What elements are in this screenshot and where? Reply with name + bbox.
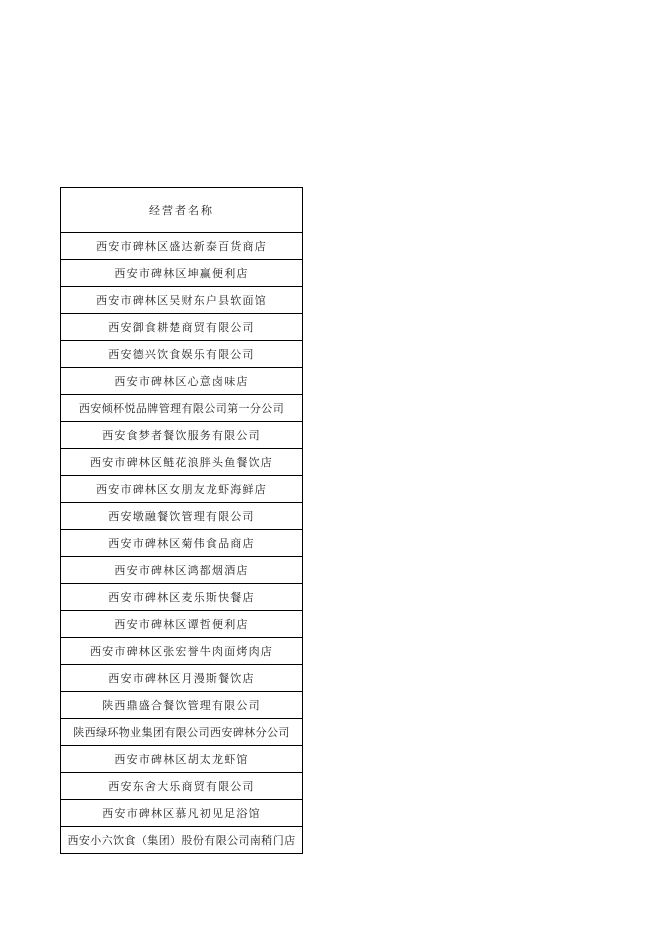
table-row — [61, 800, 303, 827]
table-row — [61, 395, 303, 422]
table-header-row — [61, 188, 303, 233]
table-row — [61, 557, 303, 584]
table-row — [61, 827, 303, 854]
table-cell: 陕西绿环物业集团有限公司西安碑林分公司 — [61, 719, 303, 746]
table-cell: 西安德兴饮食娱乐有限公司 — [61, 341, 303, 368]
table-row — [61, 449, 303, 476]
table-row — [61, 422, 303, 449]
table-row — [61, 584, 303, 611]
column-header-operator-name: 经营者名称 — [61, 188, 303, 233]
table-cell: 西安倾杯悦品牌管理有限公司第一分公司 — [61, 395, 303, 422]
table-row — [61, 692, 303, 719]
table-row — [61, 368, 303, 395]
table-cell: 西安市碑林区吴财东户县软面馆 — [61, 287, 303, 314]
table-cell: 西安市碑林区心意卤味店 — [61, 368, 303, 395]
table-cell: 西安市碑林区鸿都烟酒店 — [61, 557, 303, 584]
table-cell: 西安市碑林区谭哲便利店 — [61, 611, 303, 638]
operator-name-table — [60, 187, 303, 854]
table-row — [61, 314, 303, 341]
table-row — [61, 773, 303, 800]
table-cell: 西安小六饮食（集团）股份有限公司南稍门店 — [61, 827, 303, 854]
table-row — [61, 503, 303, 530]
table-row — [61, 233, 303, 260]
table-cell: 西安市碑林区慕凡初见足浴馆 — [61, 800, 303, 827]
table-row — [61, 260, 303, 287]
table-cell: 西安御食耕楚商贸有限公司 — [61, 314, 303, 341]
table-cell: 陕西鼎盛合餐饮管理有限公司 — [61, 692, 303, 719]
table-row — [61, 638, 303, 665]
table-cell: 西安东舍大乐商贸有限公司 — [61, 773, 303, 800]
table-row — [61, 746, 303, 773]
table-cell: 西安市碑林区月漫斯餐饮店 — [61, 665, 303, 692]
table-cell: 西安市碑林区盛达新泰百货商店 — [61, 233, 303, 260]
table-cell: 西安市碑林区胡太龙虾馆 — [61, 746, 303, 773]
table-cell: 西安墩融餐饮管理有限公司 — [61, 503, 303, 530]
table-row — [61, 611, 303, 638]
table-cell: 西安市碑林区坤赢便利店 — [61, 260, 303, 287]
table-row — [61, 530, 303, 557]
table-row — [61, 719, 303, 746]
table-row — [61, 341, 303, 368]
table-row — [61, 287, 303, 314]
table-cell: 西安市碑林区麦乐斯快餐店 — [61, 584, 303, 611]
table-cell: 西安市碑林区菊伟食品商店 — [61, 530, 303, 557]
table-cell: 西安市碑林区张宏誉牛肉面烤肉店 — [61, 638, 303, 665]
table-row — [61, 665, 303, 692]
table-cell: 西安市碑林区女朋友龙虾海鲜店 — [61, 476, 303, 503]
table-cell: 西安食梦者餐饮服务有限公司 — [61, 422, 303, 449]
table-row — [61, 476, 303, 503]
table-cell: 西安市碑林区鲢花浪胖头鱼餐饮店 — [61, 449, 303, 476]
